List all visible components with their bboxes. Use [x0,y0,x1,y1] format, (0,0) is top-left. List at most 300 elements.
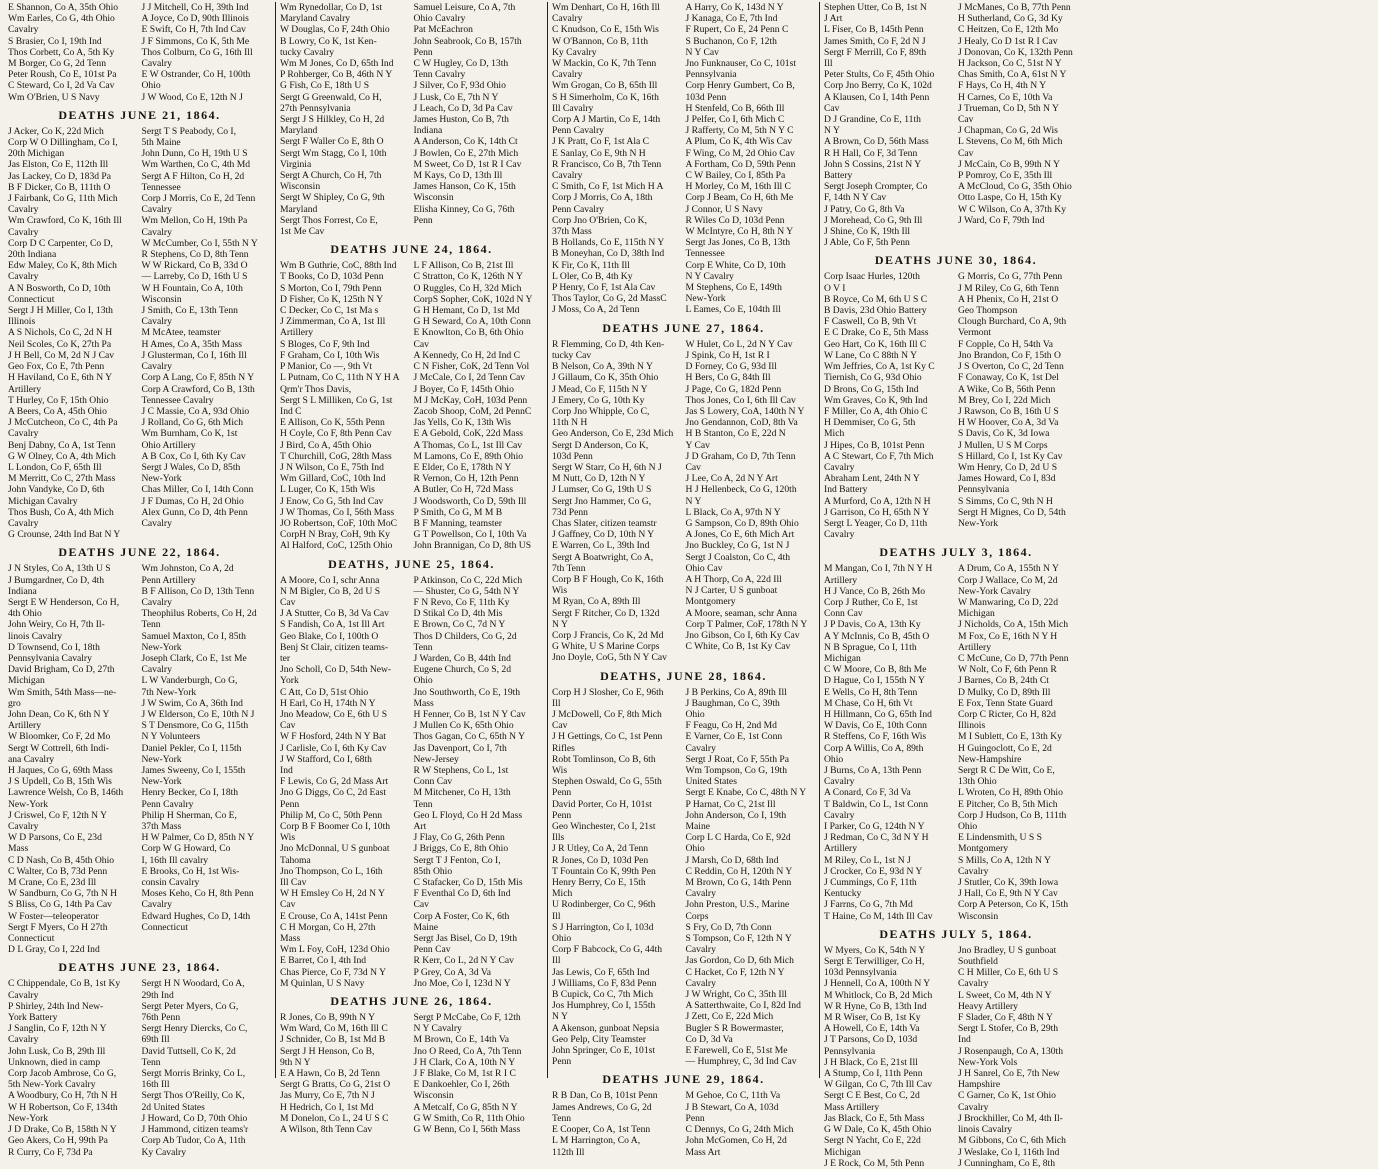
death-entry: A Moore, Co I, schr Anna [280,574,380,586]
death-entry: G Sampson, Co D, 89th Ohio [685,517,799,529]
death-entry: A H Phenix, Co H, 21st O [958,293,1059,305]
death-entry: Penn Cavalry [141,798,194,810]
death-entry: Heavy Artillery [958,1000,1018,1012]
death-entry: — Shuster, Co G, 54th N Y [413,585,520,597]
death-entry: Corp J Beam, Co H, 6th Me [685,192,794,204]
death-entry: Sergt Thos O'Reilly, Co K, [141,1090,245,1102]
death-entry: Pennsylvania Cavalry [8,652,92,664]
death-entry: O Ruggles, Co H, 32d Mich [413,282,522,294]
death-entry: D L Gray, Co I, 22d Ind [8,944,100,956]
death-entry: J Redman, Co C, 3d N Y H [824,832,929,844]
death-entry: S Tompson, Co F, 12th N Y [685,933,792,945]
death-entry: Penn [413,214,433,226]
death-entry [142,944,272,955]
death-entry: Ohio [685,843,705,855]
death-entry: York Battery [8,1012,58,1024]
death-entry: New-York [8,798,49,810]
death-entry: New-York [685,293,726,305]
death-entry: M Kays, Co D, 13th Ill [413,170,503,182]
death-entry: M Fox, Co E, 16th N Y H [958,630,1058,642]
death-entry: S Fandish, Co A, 1st Ill Art [280,619,385,631]
death-entry: 13th Ohio [958,776,997,788]
death-entry: York [280,675,299,687]
death-entry: Wm Gillard, CoC, 10th Ind [280,473,386,485]
death-entry: Artillery [8,383,42,395]
death-entry: J Zett, Co E, 22d Mich [685,1011,774,1023]
death-entry: New-York [8,1112,49,1124]
death-entry: J McCain, Co B, 99th N Y [958,158,1060,170]
death-entry: F Feagu, Co H, 2nd Md [685,720,777,732]
death-entry: J Emery, Co G, 10th Ky [552,394,645,406]
death-entry: L Luger, Co K, 15th Wis [280,484,375,496]
death-entry: S Mills, Co A, 12th N Y [958,854,1051,866]
text-column [4,2,276,1158]
death-entry: B Davis, 23d Ohio Battery [824,305,927,317]
death-entry: E Barret, Co I, 4th Ind [280,955,367,967]
death-entry: Maryland Cavalry [280,13,351,25]
entry-list [824,271,1088,540]
death-entry: J Chapman, Co G, 2d Wis [958,125,1058,137]
death-entry: C W Moore, Co B, 8th Me [824,664,927,676]
death-entry: E Brown, Co C, 7d N Y [413,619,506,631]
death-entry: Cavalry [958,865,989,877]
death-entry: P Atkinson, Co C, 22d Mich [413,574,523,586]
death-entry: F N Revo, Co F, 11th Ky [413,596,510,608]
death-entry: N Y Cavalry [685,270,734,282]
death-entry: J Bird, Co A, 45th Ohio [280,439,372,451]
death-entry: Sergt F Merrill, Co F, 89th [824,46,927,58]
death-entry: Kentucky [824,888,862,900]
death-entry: Pennsylvania [958,484,1010,496]
death-entry: J Baughman, Co C, 39th [685,697,780,709]
death-entry: J Mullen Co K, 65th Ohio [413,720,514,732]
death-entry: A Joyce, Co D, 90th Illinois [141,13,249,25]
death-entry: Wm Warthen, Co C, 4th Md [141,159,251,171]
death-entry: Cavalry [141,596,172,608]
death-entry: Samuel Leisure, Co A, 7th [413,2,516,13]
death-entry: Cavalry [824,461,855,473]
text-column [820,2,1092,1169]
death-entry: 29th Ind [141,989,174,1001]
death-entry: Corp A Willis, Co A, 89th [824,742,924,754]
death-entry: 103d Penn [685,91,727,103]
death-entry: Vermont [958,327,992,339]
death-entry: A Klausen, Co I, 14th Penn [824,91,930,103]
death-entry: — Larreby, Co D, 16th U S [141,271,248,283]
death-entry: Tenn [141,1056,161,1068]
death-entry: E Cooper, Co A, 1st Tenn [552,1124,651,1136]
death-entry: Sergt E Terwilliger, Co H, [824,956,925,968]
death-entry: Rifles [552,742,575,754]
death-entry: Corp Jno O'Brien, Co K, [552,214,648,226]
death-entry: W Bloomker, Co F, 2d Mo [8,731,111,743]
death-entry: Cavalry [8,226,39,238]
death-entry: C H Morgan, Co H, 27th [280,921,376,933]
death-entry: D Stikal Co D, 4th Mis [413,608,503,620]
death-entry: J Warden, Co B, 44th Ind [413,652,511,664]
death-entry: Qrm'r Thos Davis, [280,383,352,395]
death-entry: Sergt Peter Myers, Co G, [141,1000,239,1012]
death-entry: Unknown, died in camp [8,1056,101,1068]
death-entry: Jno Southworth, Co E, 19th [413,686,521,698]
death-entry: New-York [141,641,182,653]
death-entry: Cavalry [8,204,39,216]
death-entry: Chas Miller, Co I, 14th Conn [141,484,254,496]
death-entry: F Miller, Co A, 4th Ohio C [824,405,928,417]
death-entry: Jas Lackey, Co D, 183d Pa [8,170,112,182]
death-entry: Corp J Ruther, Co E, 1st [824,596,918,608]
death-entry: W Nolt, Co F, 6th Penn R [958,664,1057,676]
death-entry: I, 16th Ill cavalry [141,854,209,866]
death-entry: A Drum, Co A, 155th N Y [958,563,1059,575]
death-entry: United States [685,776,737,788]
death-entry: Sergt W Starr, Co H, 6th N J [552,461,662,473]
death-entry: Sergt W Shipley, Co G, 9th [280,192,385,204]
death-entry: Cav [552,720,568,732]
death-entry: J Bumgardner, Co D, 4th [8,574,105,586]
death-entry: Wm Tompson, Co G, 19th [685,765,787,776]
death-entry: Corp W O Dillingham, Co I, [8,137,118,149]
entry-list [280,575,543,990]
death-entry: Corp Jacob Ambrose, Co G, [8,1068,117,1080]
death-entry: D J Grandine, Co E, 11th [824,114,921,126]
death-entry: Jas S Lowery, CoA, 140th N Y [685,405,805,417]
death-entry: C Garner, Co K, 1st Ohio [958,1090,1056,1102]
death-entry: S Davis, Co K, 3d Iowa [958,428,1050,440]
death-entry: W F Hosford, 24th N Y Bat [280,731,386,743]
death-entry: John Dean, Co K, 6th N Y [8,708,110,720]
death-entry: Michigan [8,675,45,687]
death-entry: A Murford, Co A, 12th N H [824,495,931,507]
death-entry: C Walter, Co B, 73d Penn [8,865,108,877]
death-entry: J Bowlen, Co E, 27th Mich [413,147,519,159]
death-entry: Abraham Lent, 24th N Y [824,473,920,485]
death-entry: Cavalry [552,69,583,81]
death-entry: Wm Burnham, Co K, 1st [141,428,238,440]
death-entry: T Haine, Co M, 14th Ill Cav [824,910,933,922]
death-entry: Peter Roush, Co E, 101st Pa [8,69,117,81]
deaths-section [552,321,815,664]
death-entry: Wisconsin [413,1090,454,1102]
death-entry: Corp A Crawford, Co B, 13th [141,383,255,395]
death-entry: Mass Artillery [824,1101,880,1113]
death-entry: John Preston, U.S., Marine [685,899,790,911]
death-entry: Geo Hart, Co K, 16th Ill C [824,338,927,350]
death-entry: H Stenfeld, Co B, 66th Ill [685,102,785,114]
deaths-section [824,545,1088,922]
death-entry: Sergt D Anderson, Co K, [552,439,649,451]
death-entry: Mass [8,843,29,855]
death-entry: 112th Ill [552,1146,585,1158]
death-entry: G W Olney, Co A, 4th Mich [8,450,116,462]
death-entry: W Gilgan, Co C, 7th Ill Cav [824,1079,933,1091]
death-entry: B F Dicker, Co B, 111th O [8,181,111,193]
death-entry: R Kerr, Co L, 2d N Y Cav [413,955,514,967]
death-entry: W McIntyre, Co H, 8th N Y [685,226,794,238]
death-entry: Sergt Jas Bisel, Co D, 19th [413,933,517,945]
death-entry: Corp Ab Tudor, Co A, 11th [141,1135,246,1147]
death-entry: Sergt W Cottrell, 6th Indi- [8,742,109,754]
death-entry: Penn Cav [413,944,451,956]
death-entry: D Fisher, Co K, 125th N Y [280,293,384,305]
death-entry: P Rohberger, Co B, 46th N Y [280,69,393,81]
death-entry: W Davis, Co E, 10th Conn [824,720,927,732]
death-entry: James Hanson, Co K, 15th [413,181,516,193]
death-entry: J R Utley, Co A, 2d Tenn [552,843,649,855]
death-entry: H Hillmann, Co G, 65th Ind [824,708,932,720]
death-entry: F Rupert, Co E, 24 Penn C [685,24,789,36]
section-heading: DEATHS JUNE 30, 1864. [874,253,1038,268]
death-entry: Jno Moe, Co I, 123d N Y [413,977,511,989]
death-entry: Wisconsin [413,192,454,204]
death-entry: Sergt L Yeager, Co D, 11th [824,517,928,529]
death-entry: Connecticut [8,293,55,305]
section-heading: DEATHS JULY 5, 1864. [879,926,1033,941]
death-entry: A McCloud, Co G, 35th Ohio [958,181,1072,193]
death-entry: Ind Battery [824,484,868,496]
deaths-section [552,669,815,1068]
death-entry: Pennsylvania [824,1045,876,1057]
entry-list [280,1012,543,1135]
death-entry: A Plum, Co K, 4th Wis Cav [685,136,793,148]
death-entry: Art [413,821,427,833]
death-entry: Sergt G Greenwald, Co H, [280,91,382,103]
death-entry: J Burns, Co A, 13th Penn [824,765,922,776]
death-entry: W H Robertson, Co F, 134th [8,1101,118,1113]
death-entry: A B Cox, Co I, 6th Ky Cav [141,450,246,462]
death-entry: F Copple, Co H, 54th Va [958,338,1053,350]
entry-list [552,2,815,316]
death-entry: Ind [958,1034,971,1046]
death-entry: Conn Cav [413,776,453,788]
death-entry: L F Allison, Co B, 21st Ill [413,260,514,272]
death-entry: Peter Stults, Co F, 45th Ohio [824,69,935,81]
death-entry: F Lewis, Co G, 2d Mass Art [280,776,389,788]
death-entry: Corp B F Hough, Co K, 16th [552,573,664,585]
death-entry: J Woodsworth, Co D, 59th Ill [413,495,527,507]
death-entry: F, 14th N Y Cav [824,192,887,204]
death-entry: Pennsylvania [685,69,737,81]
death-entry: M Whitlock, Co B, 2d Mich [824,989,933,1001]
death-entry: J H Gettings, Co C, 1st Penn [552,731,663,743]
death-entry: B F Manning, teamster [413,517,502,529]
death-entry: Illinois [958,720,986,732]
death-entry: Sergt A Church, Co H, 7th [280,170,382,182]
death-entry: N J Carter, U S gunboat [685,585,778,597]
death-entry: Sergt G Bratts, Co G, 21st O [280,1079,391,1091]
death-entry: L Eames, Co E, 104th Ill [685,304,781,316]
death-entry: S Fry, Co D, 7th Conn [685,921,772,933]
death-entry: Tenn [552,1112,572,1124]
death-entry: M Stephens, Co E, 149th [685,282,782,294]
death-entry: E Wells, Co H, 8th Tenn [824,686,918,698]
death-entry: G W Smith, Co R, 11th Ohio [413,1112,525,1124]
death-entry: tucky Cavalry [280,46,335,58]
death-entry: J Mullen, U S M Corps [958,439,1048,451]
death-entry: Cav [280,899,296,911]
death-entry: D Hague, Co I, 155th N Y [824,675,925,687]
deaths-section [8,545,271,955]
death-entry: Sergt P McCabe, Co F, 12th [413,1012,521,1024]
death-entry: E Shannon, Co A, 35th Ohio [8,2,119,13]
death-entry: Corp C Ricter, Co H, 82d [958,708,1056,720]
death-entry: 69th Ill [141,1034,170,1046]
death-entry: Jas Lewis, Co F, 65th Ind [552,966,650,978]
death-entry: J S Updell, Co B, 15th Wis [8,776,112,788]
death-entry: Cavalry [141,899,172,911]
death-entry: A Metcalf, Co G, 85th N Y [413,1101,518,1113]
death-entry: 5th New-York Cavalry [8,1079,96,1091]
death-entry: J Gaffney, Co D, 10th N Y [552,529,655,541]
death-entry: Artillery [958,641,992,653]
death-entry: J W Swim, Co A, 36th Ind [141,697,243,709]
death-entry: Edw Maley, Co K, 8th Mich [8,260,117,272]
death-entry: G W Dale, Co K, 45th Ohio [824,1124,932,1136]
death-entry: John Seabrook, Co B, 157th [413,35,522,47]
death-entry: John Springer, Co E, 101st [552,1045,656,1057]
entry-list [8,563,271,955]
death-entry: J Patry, Co G, 8th Va [824,203,905,215]
death-entry: J P Davis, Co A, 13th Ky [824,619,921,631]
death-entry: Jno Funknauser, Co C, 101st [685,58,796,70]
death-entry: Sergt A Boatwright, Co A, [552,551,654,563]
death-entry: Geo Fox, Co E, 7th Penn [8,361,105,373]
death-entry: J Rafferty, Co M, 5th N Y C [685,125,794,137]
death-entry: Thos Gagan, Co C, 65th N Y [413,731,526,743]
death-entry: U Rodinberger, Co C, 96th [552,899,656,911]
death-entry: Sergt J Wales, Co D, 85th [141,461,241,473]
death-entry: L Wroten, Co H, 89th Ohio [958,787,1063,799]
entry-list [8,978,271,1157]
death-entry: M Brown, Co E, 14th Va [413,1034,509,1046]
death-entry: Sergt H N Woodard, Co A, [141,978,245,990]
death-entry: N Y [552,1011,568,1023]
death-entry: J Enow, Co G, 5th Ind Cav [280,495,384,507]
death-entry: W Lane, Co C 88th N Y [824,349,917,361]
death-entry: Cav [958,114,974,126]
death-entry: Penn Cavalry [552,125,604,137]
death-entry: J F Dumas, Co H, 2d Ohio [141,495,244,507]
death-entry: C N Fisher, CoK, 2d Tenn Vol [413,361,530,373]
death-entry: Wm Denhart, Co H, 16th Ill [552,2,660,13]
death-entry: Geo Thompson [958,305,1018,317]
death-entry: S Hillard, Co I, 1st Ky Cav [958,450,1063,462]
death-entry: Maryland [280,125,318,137]
entry-list [824,2,1088,248]
death-entry: Wisconsin [141,293,182,305]
death-entry: Jas Elston, Co E, 112th Ill [8,159,109,171]
death-entry: Geo L Floyd, Co H 2d Mass [413,809,523,821]
death-entry: J Fairbank, Co G, 11th Mich [8,193,118,205]
death-entry: Thos Jones, Co I, 6th Ill Cav [685,394,796,406]
death-entry: J Briggs, Co E, 8th Ohio [413,843,509,855]
death-entry: Henry Berry, Co E, 15th [552,877,646,889]
death-entry: Ohio Cavalry [413,13,466,25]
death-entry: Corp J Wallace, Co M, 2d [958,574,1058,586]
death-entry: Ohio [824,753,844,765]
death-entry: Jno Thompson, Co L, 16th [280,865,383,877]
death-entry: Corps [685,910,709,922]
death-entry: P Pomroy, Co E, 35th Ill [958,170,1053,182]
death-entry: C H Miller, Co E, 6th U S [958,967,1059,979]
death-entry: A Wilson, 8th Tenn Cav [280,1124,373,1136]
death-entry: J S Overton, Co C, 2d Tenn [958,361,1064,373]
death-entry: M Lamons, Co E, 89th Ohio [413,450,524,462]
death-entry: R Francisco, Co B, 7th Tenn [552,158,662,170]
death-entry: Jno Gibson, Co I, 6th Ky Cav [685,629,800,641]
death-entry: Wm Ward, Co M, 16th Ill C [280,1023,388,1035]
death-entry: — Humphrey, C, 3d Ind Cav [685,1056,797,1068]
death-entry: Cavalry [8,24,39,36]
death-entry: E A Gebold, CoK, 22d Mass [413,428,524,440]
death-entry: L London, Co F, 65th Ill [8,461,102,473]
death-entry: Ill [552,697,561,709]
death-entry: T Books, Co D, 103d Penn [280,271,384,283]
death-entry: Artillery [824,843,858,855]
death-entry: N Y [552,618,568,630]
death-entry: E Swift, Co H, 7th Ind Cav [141,24,246,36]
death-entry: J Cummings, Co F, 11th [824,877,917,889]
deaths-section [280,2,543,237]
death-entry: Cavalry [8,271,39,283]
death-entry: Sergt H Mignes, Co D, 54th [958,506,1066,518]
death-entry: F Caswell, Co B, 9th Vt [824,316,917,328]
entry-list [824,563,1088,922]
section-heading: DEATHS JULY 3, 1864. [879,545,1033,560]
death-entry: E Elder, Co E, 178th N Y [413,461,512,473]
deaths-section [280,994,543,1135]
death-entry: Benj Dabny, Co A, 1st Tenn [8,439,116,451]
section-heading: DEATHS, JUNE 25, 1864. [328,556,495,571]
death-entry: R Wiles Co D, 103d Penn [685,214,785,226]
death-entry: S T Densmore, Co G, 115th [141,720,249,732]
text-column [276,2,548,1136]
deaths-section [280,557,543,990]
death-entry: Ill [552,955,561,967]
death-entry: Cavalry [141,664,172,676]
death-entry: Illinois [8,316,36,328]
death-entry: Cav [280,720,296,732]
death-entry: E Dankoehler, Co I, 26th [413,1079,510,1091]
deaths-section [824,253,1088,540]
death-entry: tucky Cav [552,349,592,361]
entry-list [552,1090,815,1157]
death-entry: Sergt J S Hilkley, Co H, 2d [280,114,385,126]
text-column [548,2,820,1158]
death-entry: Sergt N Yacht, Co E, 22d [824,1135,921,1147]
death-entry: 1st Me Cav [280,226,325,238]
death-entry: B Lowry, Co K, 1st Ken- [280,35,377,47]
death-entry: Wisconsin [280,181,321,193]
death-entry: J Brockhiller, Co M, 4th Il- [958,1112,1063,1124]
death-entry: A Moore, seaman, schr Anna [685,607,797,619]
death-entry: J Rolland, Co G, 6th Mich [141,417,244,429]
death-entry: J B Perkins, Co A, 89th Ill [685,686,787,698]
death-entry: H Sutherland, Co G, 3d Ky [958,13,1063,25]
death-entry: P Harnat, Co C, 21st Ill [685,798,776,810]
death-entry: T Baldwin, Co L, 1st Conn [824,798,929,810]
death-entry: M Quinlan, U S Navy [280,977,365,989]
death-entry: Daniel Pekler, Co I, 115th [141,742,242,754]
death-entry: 4th Ohio [8,608,42,620]
death-entry: R Stephens, Co D, 8th Tenn [141,249,249,261]
death-entry: JO Robertson, CoF, 10th MoC [280,517,398,529]
death-entry: J Barnes, Co B, 24th Ct [958,675,1049,687]
death-entry: James Smith, Co F, 2d N J [824,35,926,47]
death-entry: J Crocker, Co E, 93d N Y [824,865,923,877]
death-entry: I Parker, Co G, 124th N Y [824,821,925,833]
death-entry: C McCune, Co D, 77th Penn [958,652,1069,664]
